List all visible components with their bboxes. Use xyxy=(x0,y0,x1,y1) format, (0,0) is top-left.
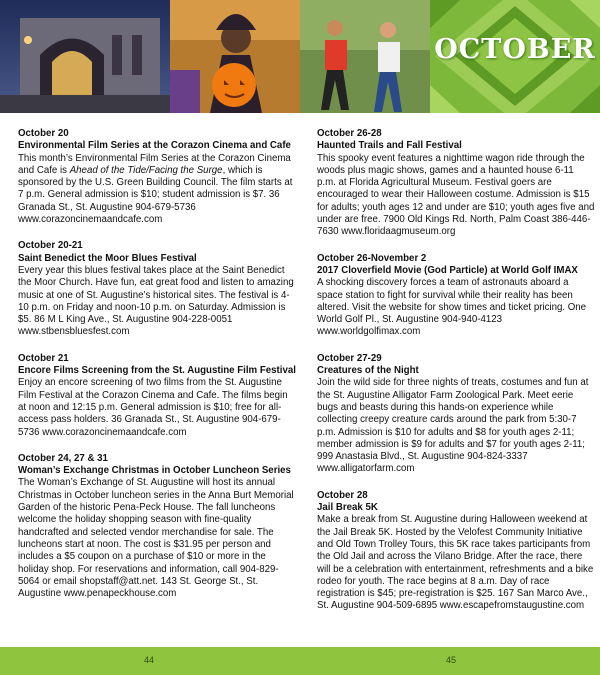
event-item xyxy=(317,490,595,613)
footer-bar xyxy=(0,647,600,675)
event-item xyxy=(317,128,595,239)
event-title: Creatures of the Night xyxy=(317,365,419,377)
event-date: October 20-21 xyxy=(18,240,83,252)
event-title: Woman’s Exchange Christmas in October Luncheon Series xyxy=(18,465,291,477)
event-date: October 24, 27 & 31 xyxy=(18,452,108,464)
column-gutter xyxy=(301,128,302,588)
event-date: October 26-28 xyxy=(317,128,382,139)
event-description: Make a break from St. Augustine during Halloween weekend at the Jail Break 5K. Hosted by the Velofest Community Initiative and Old Town Trolley Tours, this 5K race takes participants from the Old Jail and across the Vilano Bridge. After the race, there will be a celebration with entertainment, refreshments and a bike rodeo for youth. The race begins at 8 a.m. Day of race registration is $45; pre-registration is $25. 167 San Marco Ave., St. Augustine 904-509-6895 www.escapefromstaugustine.com xyxy=(317,514,594,612)
event-item xyxy=(317,253,595,339)
header-banner xyxy=(0,0,600,113)
event-item xyxy=(18,453,296,601)
photo-costumed-girl xyxy=(170,0,300,113)
event-item xyxy=(18,353,296,439)
page-number-left: 44 xyxy=(143,655,154,665)
event-item xyxy=(18,240,296,338)
event-item xyxy=(317,353,595,476)
event-description: The Woman’s Exchange of St. Augustine will host its annual Christmas in October luncheon series in the Anna Burt Memorial Garden of the historic Pena-Peck House. The fall luncheons welcome the holiday shopping season with fine-quality handcrafted and selected vendor merchandise for sale. The luncheons start at noon. The cost is $31.95 per person and includes a $5 coupon on a purchase of $10 or more in the holiday shop. For reservations and information, call 904-829-5064 or email shopstaff@att.net. 143 St. George St., St. Augustine www.penapeckhouse.com xyxy=(18,477,294,600)
page-number-right: 45 xyxy=(445,655,456,665)
event-title: Saint Benedict the Moor Blues Festival xyxy=(18,252,197,264)
event-date: October 28 xyxy=(317,489,368,501)
photo-historic-archway xyxy=(0,0,170,113)
event-title: Encore Films Screening from the St. Augustine Film Festival xyxy=(18,365,296,377)
event-description: A shocking discovery forces a team of astronauts aboard a space station to fight for survival while their reality has been altered. Visit the website for show times and ticket pricing. One World Golf Pl., St. Augustine 904-940-4123 www.worldgolfimax.com xyxy=(317,277,587,338)
left-column xyxy=(18,128,296,614)
event-date: October 21 xyxy=(18,352,69,364)
event-description: Every year this blues festival takes place at the Saint Benedict the Moor Church. Have fun, eat great food and listen to amazing music at one of St. Augustine’s historical sites. The festival is 4-10 p.m. on Friday and noon-10 p.m. on Saturday. Admission is $5. 86 M L King Ave., St. Augustine 904-228-0051 www.stbensbluesfest.com xyxy=(18,264,294,338)
event-description xyxy=(18,153,296,227)
event-item xyxy=(18,128,296,226)
event-description: This spooky event features a nighttime wagon ride through the woods plus magic shows, games and a haunted house 6-11 p.m. at Florida Agricultural Museum. Festival goers are encouraged to wear their Halloween costume. Admission is $15 for adults; youth ages 12 and under are $10; youth ages five and under are free. 7900 Old Kings Rd. North, Palm Coast 386-446-7630 www.floridaagmuseum.org xyxy=(317,152,595,238)
photo-runners xyxy=(300,0,430,113)
event-description-part: This month’s Environmental Film Series at the Corazon Cinema and Cafe is xyxy=(18,152,291,176)
event-title: Jail Break 5K xyxy=(317,502,378,514)
event-description: Join the wild side for three nights of treats, costumes and fun at the St. Augustine Alligator Farm Zoological Park. Meet eerie bugs and beasts during this hands-on experience while collecting creepy creature cards around the park from 5:30-7 p.m. Admission is $10 for adults and $8 for youth ages 2-11; member admission is $9 for adults and $7 for youth ages 2-11; 999 Anastasia Blvd., St. Augustine 904-824-3337 www.alligatorfarm.com xyxy=(317,377,589,475)
month-title: OCTOBER xyxy=(434,34,596,65)
event-title: Environmental Film Series at the Corazon Cinema and Cafe xyxy=(18,140,291,152)
event-date: October 27-29 xyxy=(317,352,382,364)
event-description: Enjoy an encore screening of two films from the St. Augustine Film Festival at the Corazon Cinema and Cafe. The films begin at noon and 12:15 p.m. General admission is $10; free for all-access pass holders. 36 Granada St., St. Augustine 904-679-5736 www.corazoncinemaandcafe.com xyxy=(18,377,288,438)
film-title: Ahead of the Tide/Facing the Surge xyxy=(69,164,223,176)
event-date: October 26-November 2 xyxy=(317,252,427,264)
right-column xyxy=(317,128,595,627)
event-title: 2017 Cloverfield Movie (God Particle) at World Golf IMAX xyxy=(317,264,578,276)
event-description-part: , which is sponsored by the U.S. Green Building Council. The film starts at 7 p.m. General admission is $10; student admission is $7. 36 Granada St., St. Augustine 904-679-5736 www.corazoncinemaandcafe.com xyxy=(18,164,293,226)
event-date: October 20 xyxy=(18,128,69,139)
event-title: Haunted Trails and Fall Festival xyxy=(317,140,462,152)
